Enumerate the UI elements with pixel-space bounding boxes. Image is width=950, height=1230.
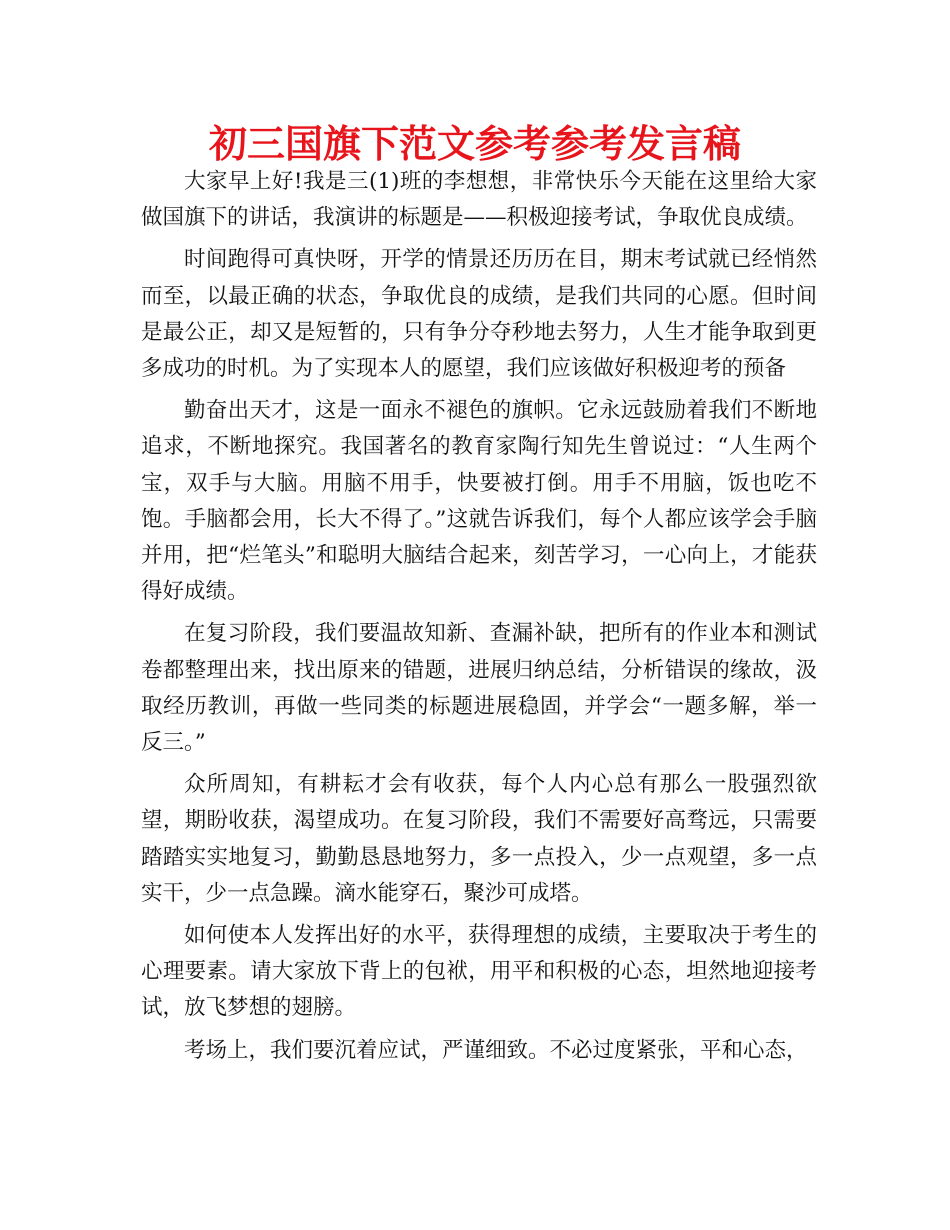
paragraph-effort: 众所周知，有耕耘才会有收获，每个人内心总有那么一股强烈欲望，期盼收获，渴望成功。在复习阶段，我们不需要好高骛远，只需要踏踏实实地复习，勤勤恳恳地努力，多一点投入，少一点观望，多一点实干，少一点急躁。滴水能穿石，聚沙可成塔。 xyxy=(141,772,817,906)
paragraph-mindset: 如何使本人发挥出好的水平，获得理想的成绩，主要取决于考生的心理要素。请大家放下背上的包袱，用平和积极的心态，坦然地迎接考试，放飞梦想的翅膀。 xyxy=(141,923,817,1021)
paragraph-diligence: 勤奋出天才，这是一面永不褪色的旗帜。它永远鼓励着我们不断地追求，不断地探究。我国著名的教育家陶行知先生曾说过：“人生两个宝，双手与大脑。用脑不用手，快要被打倒。用手不用脑，饭也吃不饱。手脑都会用，长大不得了。”这就告诉我们，每个人都应该学会手脑并用，把“烂笔头”和聪明大脑结合起来，刻苦学习，一心向上，才能获得好成绩。 xyxy=(141,398,817,605)
document-body xyxy=(141,164,817,1075)
paragraph-time: 时间跑得可真快呀，开学的情景还历历在目，期末考试就已经悄然而至，以最正确的状态，争取优良的成绩，是我们共同的心愿。但时间是最公正，却又是短暂的，只有争分夺秒地去努力，人生才能争取到更多成功的时机。为了实现本人的愿望，我们应该做好积极迎考的预备 xyxy=(141,247,817,382)
document-title: 初三国旗下范文参考参考发言稿 xyxy=(208,122,741,166)
paragraph-exam: 考场上，我们要沉着应试，严谨细致。不必过度紧张，平和心态， xyxy=(184,1037,808,1063)
paragraph-review: 在复习阶段，我们要温故知新、查漏补缺，把所有的作业本和测试卷都整理出来，找出原来的错题，进展归纳总结，分析错误的缘故，汲取经历教训，再做一些同类的标题进展稳固，并学会“一题多解，举一反三。” xyxy=(141,621,817,756)
paragraph-greeting: 大家早上好!我是三(1)班的李想想，非常快乐今天能在这里给大家做国旗下的讲话，我演讲的标题是——积极迎接考试，争取优良成绩。 xyxy=(141,169,817,231)
